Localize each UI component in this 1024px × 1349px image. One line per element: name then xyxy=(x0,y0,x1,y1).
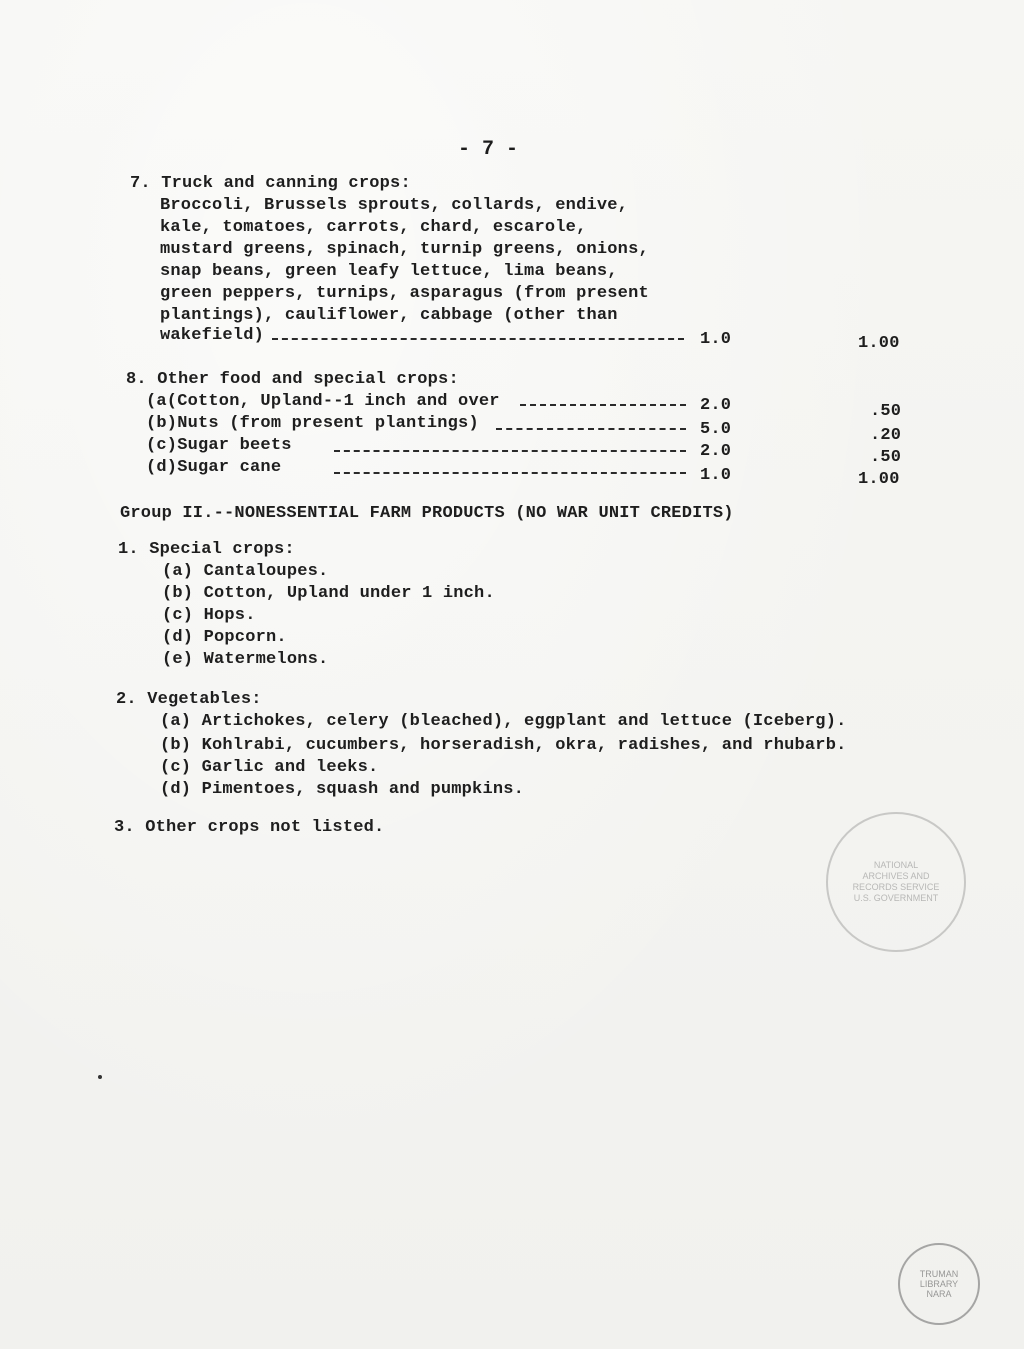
dotted-leader xyxy=(334,450,686,452)
dotted-leader xyxy=(272,338,684,340)
section-7-line: mustard greens, spinach, turnip greens, onions, xyxy=(160,240,649,259)
nara-stamp xyxy=(826,812,966,952)
section-7-credit: 1.00 xyxy=(858,334,900,353)
dotted-leader xyxy=(496,428,686,430)
nara-stamp-text: NATIONAL ARCHIVES AND RECORDS SERVICE U.S. GOVERNMENT xyxy=(852,860,940,903)
dotted-leader xyxy=(334,472,686,474)
special-crop-item: (d) Popcorn. xyxy=(162,628,287,647)
section-7-heading: 7. Truck and canning crops: xyxy=(130,174,411,193)
special-crop-item: (b) Cotton, Upland under 1 inch. xyxy=(162,584,495,603)
section-8-item-label: (a(Cotton, Upland--1 inch and over xyxy=(146,392,500,411)
special-crop-item: (c) Hops. xyxy=(162,606,256,625)
group-2-heading: Group II.--NONESSENTIAL FARM PRODUCTS (NO WAR UNIT CREDITS) xyxy=(120,504,734,523)
section-7-line: plantings), cauliflower, cabbage (other than xyxy=(160,306,618,325)
section-7-line: kale, tomatoes, carrots, chard, escarole, xyxy=(160,218,587,237)
special-crop-item: (a) Cantaloupes. xyxy=(162,562,329,581)
section-8-item-label: (d)Sugar cane xyxy=(146,458,282,477)
vegetables-heading: 2. Vegetables: xyxy=(116,690,262,709)
section-8-item-credit: 1.00 xyxy=(858,470,900,489)
vegetable-item: (c) Garlic and leeks. xyxy=(160,758,379,777)
truman-library-stamp xyxy=(898,1243,980,1325)
vegetable-item: (a) Artichokes, celery (bleached), eggplant and lettuce (Iceberg). xyxy=(160,712,847,731)
page-number: - 7 - xyxy=(458,138,519,161)
paper-speck xyxy=(98,1075,102,1079)
section-7-line: green peppers, turnips, asparagus (from present xyxy=(160,284,649,303)
section-8-item-value: 1.0 xyxy=(700,466,732,485)
section-7-line: wakefield) xyxy=(160,326,265,345)
truman-stamp-text: TRUMAN LIBRARY NARA xyxy=(919,1269,959,1299)
section-7-line: snap beans, green leafy lettuce, lima beans, xyxy=(160,262,618,281)
section-7-value: 1.0 xyxy=(700,330,732,349)
section-7-line: Broccoli, Brussels sprouts, collards, endive, xyxy=(160,196,629,215)
special-crops-heading: 1. Special crops: xyxy=(118,540,295,559)
section-8-item-value: 2.0 xyxy=(700,442,732,461)
vegetable-item: (b) Kohlrabi, cucumbers, horseradish, okra, radishes, and rhubarb. xyxy=(160,736,847,755)
section-8-item-label: (b)Nuts (from present plantings) xyxy=(146,414,479,433)
other-crops-line: 3. Other crops not listed. xyxy=(114,818,385,837)
section-8-item-value: 2.0 xyxy=(700,396,732,415)
vegetable-item: (d) Pimentoes, squash and pumpkins. xyxy=(160,780,525,799)
section-8-item-label: (c)Sugar beets xyxy=(146,436,292,455)
section-8-item-credit: .20 xyxy=(870,426,902,445)
section-8-item-credit: .50 xyxy=(870,448,902,467)
special-crop-item: (e) Watermelons. xyxy=(162,650,329,669)
section-8-item-credit: .50 xyxy=(870,402,902,421)
dotted-leader xyxy=(520,404,686,406)
section-8-item-value: 5.0 xyxy=(700,420,732,439)
section-8-heading: 8. Other food and special crops: xyxy=(126,370,459,389)
